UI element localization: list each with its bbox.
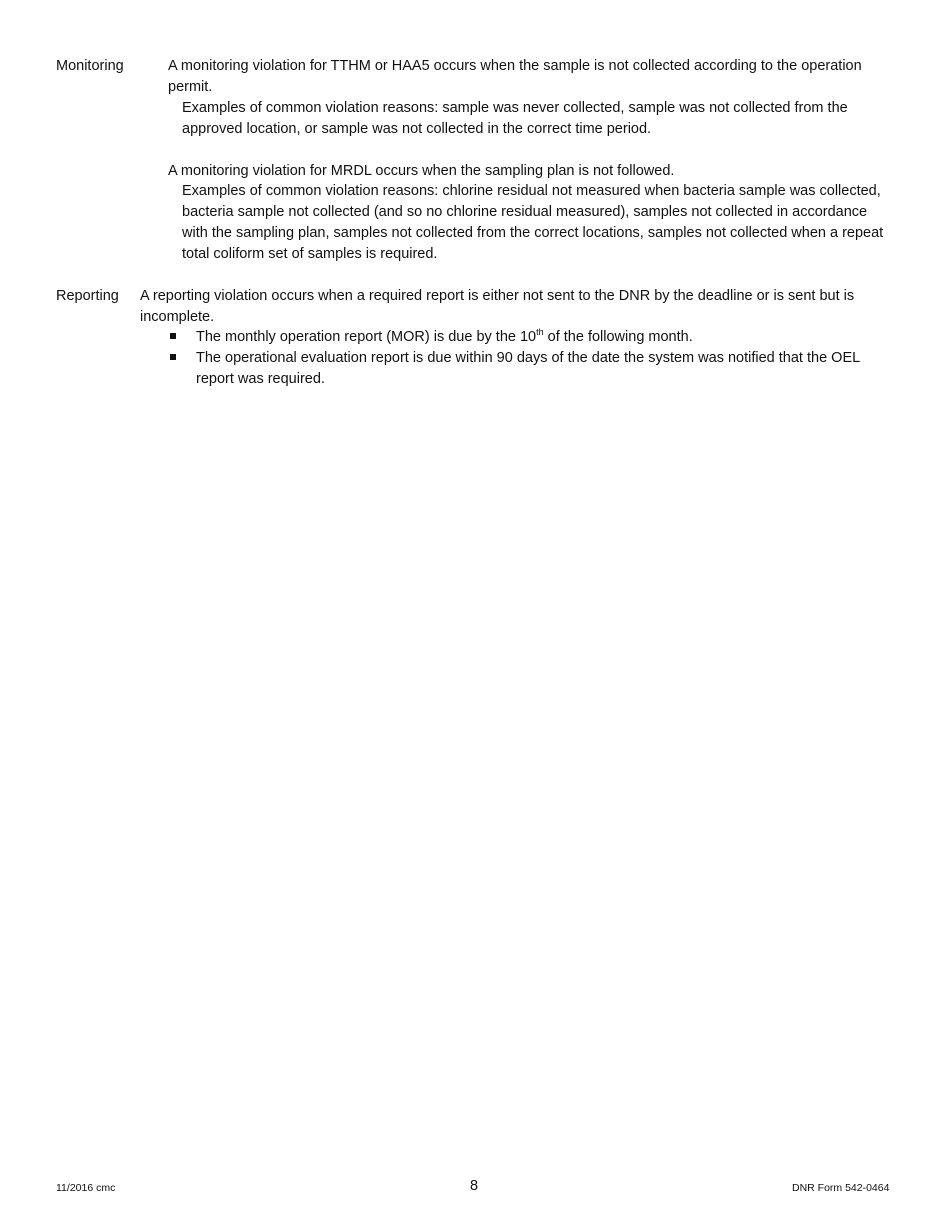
bullet-marker [170,333,176,339]
bullet-mor-text-end: of the following month. [543,329,693,345]
bullet-marker [170,354,176,360]
reporting-intro: A reporting violation occurs when a required report is either not sent to the DNR by the deadline or is sent but is incomplete. [140,288,855,325]
reporting-bullet-oel: The operational evaluation report is due within 90 days of the date the system was notified that the OEL report was required. [196,350,860,387]
footer-form-number: DNR Form 542-0464 [792,1182,890,1194]
monitoring-tthm-intro: A monitoring violation for TTHM or HAA5 occurs when the sample is not collected according to the operation permit. [168,58,862,95]
bullet-mor-text: The monthly operation report (MOR) is due by the 10 [196,329,537,345]
monitoring-mrdl-examples: Examples of common violation reasons: chlorine residual not measured when bacteria sample was collected, bacteria sample not collected (and so no chlorine residual measured), samples not collected in accordance with the sampling plan, samples not collected from the correct locations, samples not collected when a repeat total coliform set of samples is required. [182,183,884,262]
bullet-mor-superscript: th [536,327,544,338]
footer-date: 11/2016 cmc [56,1182,116,1194]
reporting-bullet-mor [196,327,886,348]
monitoring-tthm-examples: Examples of common violation reasons: sample was never collected, sample was not collected from the approved location, or sample was not collected in the correct time period. [182,100,848,137]
monitoring-mrdl-intro: A monitoring violation for MRDL occurs when the sampling plan is not followed. [168,163,675,179]
page-number: 8 [470,1178,479,1194]
reporting-section-label: Reporting [56,288,119,304]
monitoring-section-label: Monitoring [56,58,124,74]
